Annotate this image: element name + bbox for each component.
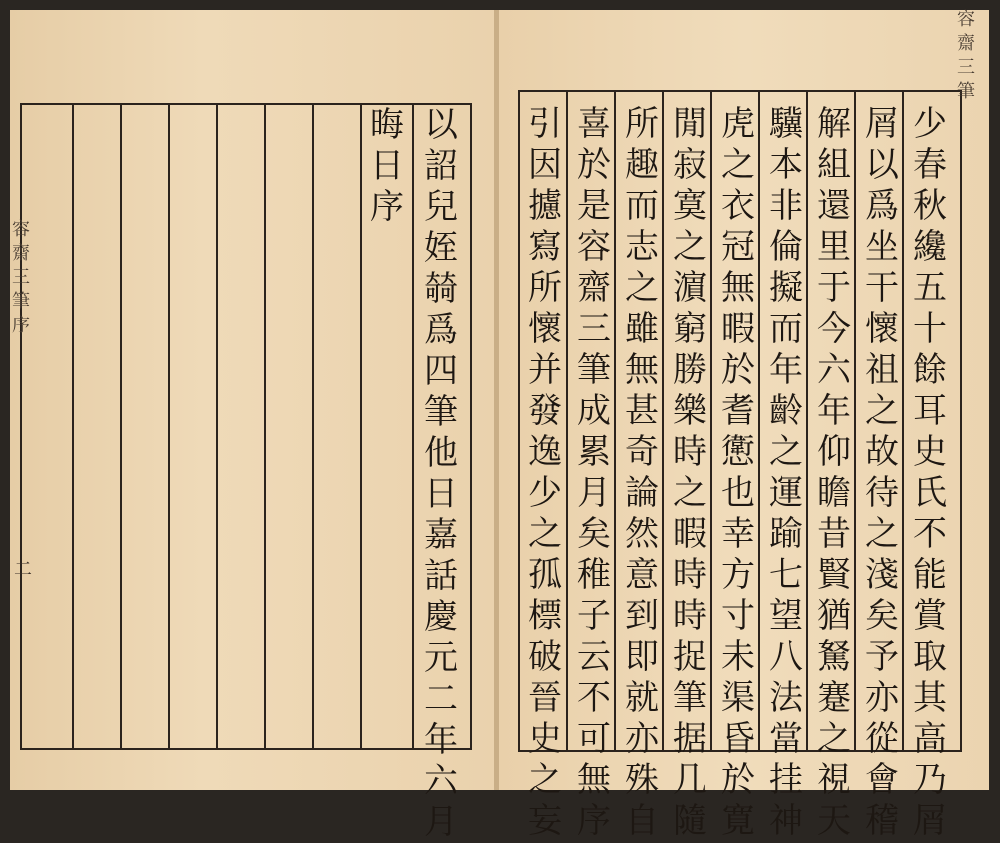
glyph: 是 [577, 186, 611, 226]
glyph: 七 [769, 555, 803, 595]
glyph: 予 [865, 637, 899, 677]
glyph: 昔 [817, 514, 851, 554]
glyph: 破 [528, 637, 562, 677]
glyph: 視 [817, 760, 851, 800]
glyph: 解 [817, 104, 851, 144]
glyph: 高 [913, 719, 947, 759]
glyph: 年 [817, 391, 851, 431]
glyph: 隨 [673, 801, 707, 841]
glyph: 亦 [625, 719, 659, 759]
glyph: 運 [769, 473, 803, 513]
glyph: 詔 [424, 146, 458, 186]
glyph: 齡 [769, 391, 803, 431]
glyph: 渠 [721, 678, 755, 718]
glyph: 六 [817, 350, 851, 390]
glyph: 駑 [817, 637, 851, 677]
glyph: 時 [673, 432, 707, 472]
glyph: 也 [721, 473, 755, 513]
glyph: 以 [865, 145, 899, 185]
glyph: 會 [865, 760, 899, 800]
glyph: 法 [769, 678, 803, 718]
glyph: 意 [625, 555, 659, 595]
glyph: 懷 [528, 309, 562, 349]
glyph: 晦 [370, 105, 404, 145]
text-column [522, 104, 568, 842]
glyph: 就 [625, 678, 659, 718]
glyph: 能 [913, 555, 947, 595]
glyph: 賢 [817, 555, 851, 595]
glyph: 慶 [424, 597, 458, 637]
glyph: 之 [721, 145, 755, 185]
glyph: 勝 [673, 350, 707, 390]
glyph: 擬 [769, 268, 803, 308]
glyph: 暇 [721, 309, 755, 349]
glyph: 之 [865, 391, 899, 431]
glyph: 累 [577, 432, 611, 472]
glyph: 冠 [721, 227, 755, 267]
column-rule [412, 105, 414, 748]
glyph: 三 [577, 309, 611, 349]
glyph: 之 [865, 514, 899, 554]
glyph: 耆 [721, 391, 755, 431]
glyph: 之 [625, 268, 659, 308]
glyph: 史 [528, 719, 562, 759]
glyph: 發 [528, 391, 562, 431]
glyph: 并 [528, 350, 562, 390]
glyph: 時 [673, 596, 707, 636]
glyph: 挂 [769, 760, 803, 800]
text-column [364, 105, 410, 228]
glyph: 故 [865, 432, 899, 472]
glyph: 容 [577, 227, 611, 267]
glyph: 於 [721, 350, 755, 390]
left-spine-title [10, 218, 32, 338]
glyph: 其 [913, 678, 947, 718]
glyph: 㦣 [721, 432, 755, 472]
glyph: 筆 [577, 350, 611, 390]
glyph: 方 [721, 555, 755, 595]
glyph: 無 [577, 760, 611, 800]
glyph: 賞 [913, 596, 947, 636]
glyph: 晉 [528, 678, 562, 718]
glyph: 淺 [865, 555, 899, 595]
glyph: 屑 [865, 104, 899, 144]
glyph: 之 [769, 432, 803, 472]
glyph: 屑 [913, 801, 947, 841]
glyph: 樂 [673, 391, 707, 431]
text-column [571, 104, 617, 842]
glyph: 閒 [673, 104, 707, 144]
glyph: 筆 [424, 392, 458, 432]
glyph: 容 [12, 219, 30, 240]
glyph: 組 [817, 145, 851, 185]
glyph: 衣 [721, 186, 755, 226]
glyph: 蹇 [817, 678, 851, 718]
glyph: 奇 [625, 432, 659, 472]
glyph: 濵 [673, 268, 707, 308]
text-column [859, 104, 905, 842]
right-spine-title [955, 8, 977, 104]
glyph: 齋 [577, 268, 611, 308]
glyph: 時 [673, 555, 707, 595]
glyph: 孤 [528, 555, 562, 595]
glyph: 元 [424, 638, 458, 678]
glyph: 餘 [913, 350, 947, 390]
glyph: 可 [577, 719, 611, 759]
glyph: 寸 [721, 596, 755, 636]
glyph: 少 [528, 473, 562, 513]
glyph: 自 [625, 801, 659, 841]
glyph: 天 [817, 801, 851, 841]
glyph: 之 [528, 514, 562, 554]
glyph: 耳 [913, 391, 947, 431]
glyph: 然 [625, 514, 659, 554]
glyph: 爲 [865, 186, 899, 226]
glyph: 於 [721, 760, 755, 800]
glyph: 幸 [721, 514, 755, 554]
glyph: 瞻 [817, 473, 851, 513]
glyph: 日 [370, 146, 404, 186]
text-column [715, 104, 761, 842]
glyph: 無 [625, 350, 659, 390]
glyph: 待 [865, 473, 899, 513]
glyph: 標 [528, 596, 562, 636]
glyph: 猶 [817, 596, 851, 636]
glyph: 㚡 [424, 269, 458, 309]
glyph: 序 [370, 187, 404, 227]
glyph: 本 [769, 145, 803, 185]
glyph: 之 [673, 227, 707, 267]
glyph: 虎 [721, 104, 755, 144]
glyph: 不 [577, 678, 611, 718]
glyph: 無 [721, 268, 755, 308]
glyph: 之 [673, 473, 707, 513]
glyph: 殊 [625, 760, 659, 800]
glyph: 寛 [721, 801, 755, 841]
glyph: 子 [577, 596, 611, 636]
glyph: 爲 [424, 310, 458, 350]
column-rule [264, 105, 266, 748]
glyph: 驥 [769, 104, 803, 144]
glyph: 筆 [957, 81, 975, 102]
glyph: 四 [424, 351, 458, 391]
column-rule [120, 105, 122, 748]
glyph: 以 [424, 105, 458, 145]
glyph: 取 [913, 637, 947, 677]
glyph: 祖 [865, 350, 899, 390]
glyph: 趣 [625, 145, 659, 185]
glyph: 之 [817, 719, 851, 759]
glyph: 二 [424, 679, 458, 719]
glyph: 寞 [673, 186, 707, 226]
glyph: 之 [528, 760, 562, 800]
glyph: 八 [769, 637, 803, 677]
text-column [619, 104, 665, 842]
glyph: 亦 [865, 678, 899, 718]
glyph: 氏 [913, 473, 947, 513]
glyph: 六 [424, 761, 458, 801]
glyph: 稽 [865, 801, 899, 841]
glyph: 今 [817, 309, 851, 349]
glyph: 雖 [625, 309, 659, 349]
text-column [811, 104, 857, 842]
glyph: 暇 [673, 514, 707, 554]
column-rule [360, 105, 362, 748]
glyph: 齋 [957, 33, 975, 54]
glyph: 昏 [721, 719, 755, 759]
glyph: 到 [625, 596, 659, 636]
page-number: 二 [14, 559, 32, 580]
glyph: 神 [769, 801, 803, 841]
glyph: 月 [424, 802, 458, 842]
glyph: 寂 [673, 145, 707, 185]
glyph: 踰 [769, 514, 803, 554]
glyph: 齋 [12, 243, 30, 264]
glyph: 捉 [673, 637, 707, 677]
glyph: 望 [769, 596, 803, 636]
glyph: 而 [769, 309, 803, 349]
glyph: 而 [625, 186, 659, 226]
glyph: 纔 [913, 227, 947, 267]
glyph: 論 [625, 473, 659, 513]
glyph: 所 [528, 268, 562, 308]
glyph: 序 [12, 315, 30, 336]
glyph: 話 [424, 556, 458, 596]
glyph: 引 [528, 104, 562, 144]
glyph: 三 [957, 57, 975, 78]
glyph: 懷 [865, 309, 899, 349]
glyph: 仰 [817, 432, 851, 472]
glyph: 即 [625, 637, 659, 677]
glyph: 窮 [673, 309, 707, 349]
glyph: 乃 [913, 760, 947, 800]
column-rule [72, 105, 74, 748]
glyph: 五 [913, 268, 947, 308]
glyph: 於 [577, 145, 611, 185]
glyph: 姪 [424, 228, 458, 268]
glyph: 還 [817, 186, 851, 226]
glyph: 嘉 [424, 515, 458, 555]
glyph: 序 [577, 801, 611, 841]
glyph: 倫 [769, 227, 803, 267]
glyph: 因 [528, 145, 562, 185]
glyph: 容 [957, 9, 975, 30]
glyph: 未 [721, 637, 755, 677]
text-column [763, 104, 809, 842]
column-rule [312, 105, 314, 748]
column-rule [216, 105, 218, 748]
glyph: 寫 [528, 227, 562, 267]
glyph: 逸 [528, 432, 562, 472]
glyph: 稚 [577, 555, 611, 595]
glyph: 非 [769, 186, 803, 226]
glyph: 春 [913, 145, 947, 185]
glyph: 日 [424, 474, 458, 514]
glyph: 矣 [577, 514, 611, 554]
glyph: 所 [625, 104, 659, 144]
glyph: 筆 [12, 291, 30, 312]
glyph: 年 [769, 350, 803, 390]
glyph: 喜 [577, 104, 611, 144]
glyph: 成 [577, 391, 611, 431]
glyph: 志 [625, 227, 659, 267]
glyph: 甚 [625, 391, 659, 431]
glyph: 兒 [424, 187, 458, 227]
right-page-frame [518, 90, 962, 841]
glyph: 他 [424, 433, 458, 473]
glyph: 筆 [673, 678, 707, 718]
text-column [907, 104, 953, 842]
glyph: 据 [673, 719, 707, 759]
glyph: 十 [913, 309, 947, 349]
glyph: 里 [817, 227, 851, 267]
glyph: 少 [913, 104, 947, 144]
glyph: 妄 [528, 801, 562, 841]
glyph: 干 [865, 268, 899, 308]
left-page-frame [20, 103, 472, 842]
glyph: 三 [12, 267, 30, 288]
glyph: 云 [577, 637, 611, 677]
glyph: 不 [913, 514, 947, 554]
glyph: 矣 [865, 596, 899, 636]
glyph: 坐 [865, 227, 899, 267]
glyph: 年 [424, 720, 458, 760]
glyph: 從 [865, 719, 899, 759]
column-rule [168, 105, 170, 748]
glyph: 于 [817, 268, 851, 308]
glyph: 秋 [913, 186, 947, 226]
text-column [667, 104, 713, 842]
glyph: 月 [577, 473, 611, 513]
text-column [418, 105, 464, 843]
glyph: 當 [769, 719, 803, 759]
glyph: 几 [673, 760, 707, 800]
glyph: 史 [913, 432, 947, 472]
glyph: 攄 [528, 186, 562, 226]
